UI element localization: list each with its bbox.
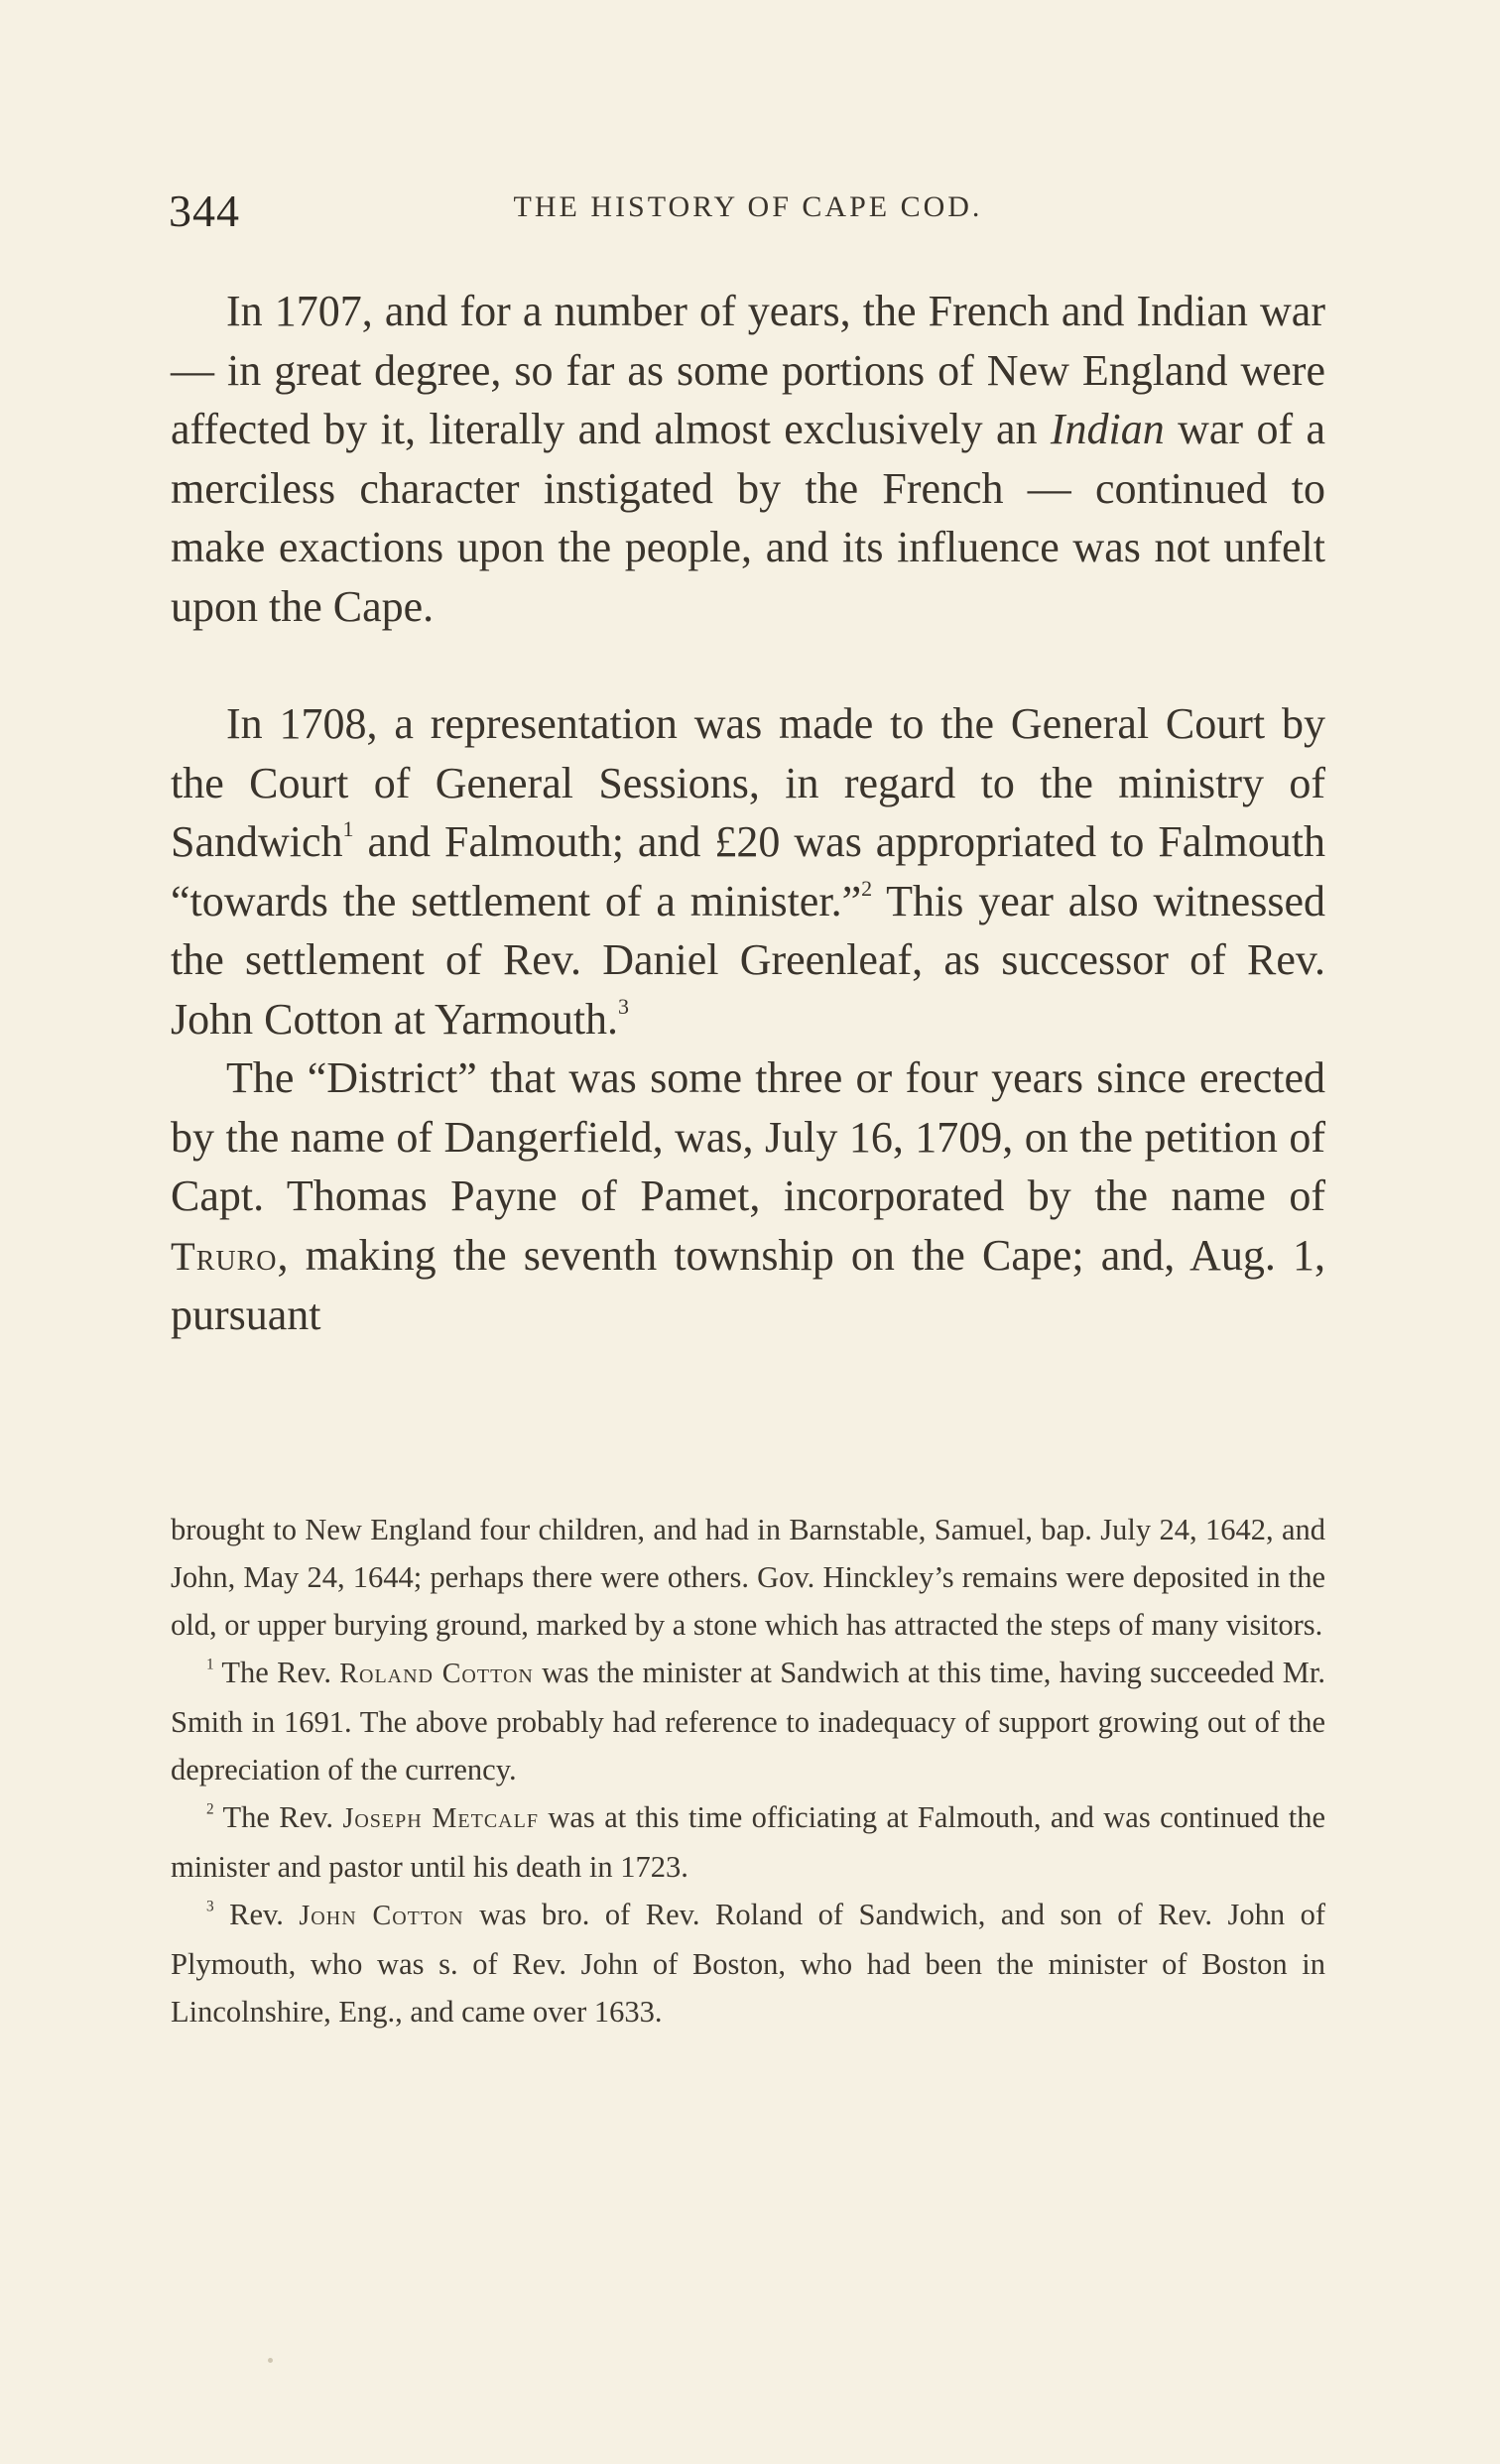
emphasis-indian: Indian xyxy=(1050,405,1165,453)
footnotes xyxy=(171,1506,1325,2035)
paper-speck xyxy=(268,2358,273,2363)
page-number: 344 xyxy=(169,185,240,236)
paragraph-1707: In 1707, and for a number of years, the French and Indian war — in great degree, so far as some portions of New England were affected by it, literally and almost exclusively an Indian war of a merciless character instigated by the French — continued to make exactions upon the people, and its influence was not unfelt upon the Cape. xyxy=(171,287,1325,631)
main-text xyxy=(171,282,1325,1345)
footnote-continued: brought to New England four children, and had in Barnstable, Samuel, bap. July 24, 1642, and John, May 24, 1644; perhaps there were others. Gov. Hinckley’s remains were deposited in the old, or upper burying ground, marked by a stone which has attracted the steps of many visitors. xyxy=(171,1513,1325,1642)
footnote-marker-2: 2 xyxy=(206,1800,214,1818)
paragraph-1708: In 1708, a representation was made to the General Court by the Court of General Sessions, in regard to the ministry of Sandwich$^1$ and Falmouth; and £20 was appropriated to Falmouth “towards the settlement of a minister.”$^2$ This year also witnessed the settlement of Rev. Daniel Greenleaf, as successor of Rev. John Cotton at Yarmouth.$^3$ xyxy=(171,699,1325,1044)
footnote-ref-1: 1 xyxy=(342,816,354,842)
footnote-2: $^2$ The Rev. Joseph Metcalf was at this time officiating at Falmouth, and was continued the minister and pastor until his death in 1723. xyxy=(171,1800,1326,1884)
running-head: THE HISTORY OF CAPE COD. xyxy=(513,190,983,223)
page-header xyxy=(169,185,1327,244)
footnote-ref-3: 3 xyxy=(618,993,630,1019)
truro-small-caps: Truro xyxy=(171,1233,278,1279)
footnote-marker-1: 1 xyxy=(206,1656,214,1673)
paragraph-1709: The “District” that was some three or four years since erected by the name of Dangerfield, was, July 16, 1709, on the petition of Capt. Thomas Payne of Pamet, incorporated by the name of Truro, making the seventh township on the Cape; and, Aug. 1, pursuant xyxy=(171,1053,1325,1339)
footnote-3: $^3$ Rev. John Cotton was bro. of Rev. Roland of Sandwich, and son of Rev. John of Plymouth, who was s. of Rev. John of Boston, who had been the minister of Boston in Lincolnshire, Eng., and came over 1633. xyxy=(171,1898,1325,2029)
footnote-ref-2: 2 xyxy=(861,875,873,901)
footnote-1: $^1$ The Rev. Roland Cotton was the minister at Sandwich at this time, having succeeded Mr. Smith in 1691. The above probably had reference to inadequacy of support growing out of the depreciation of the currency. xyxy=(171,1656,1325,1786)
footnote-marker-3: 3 xyxy=(206,1898,214,1915)
